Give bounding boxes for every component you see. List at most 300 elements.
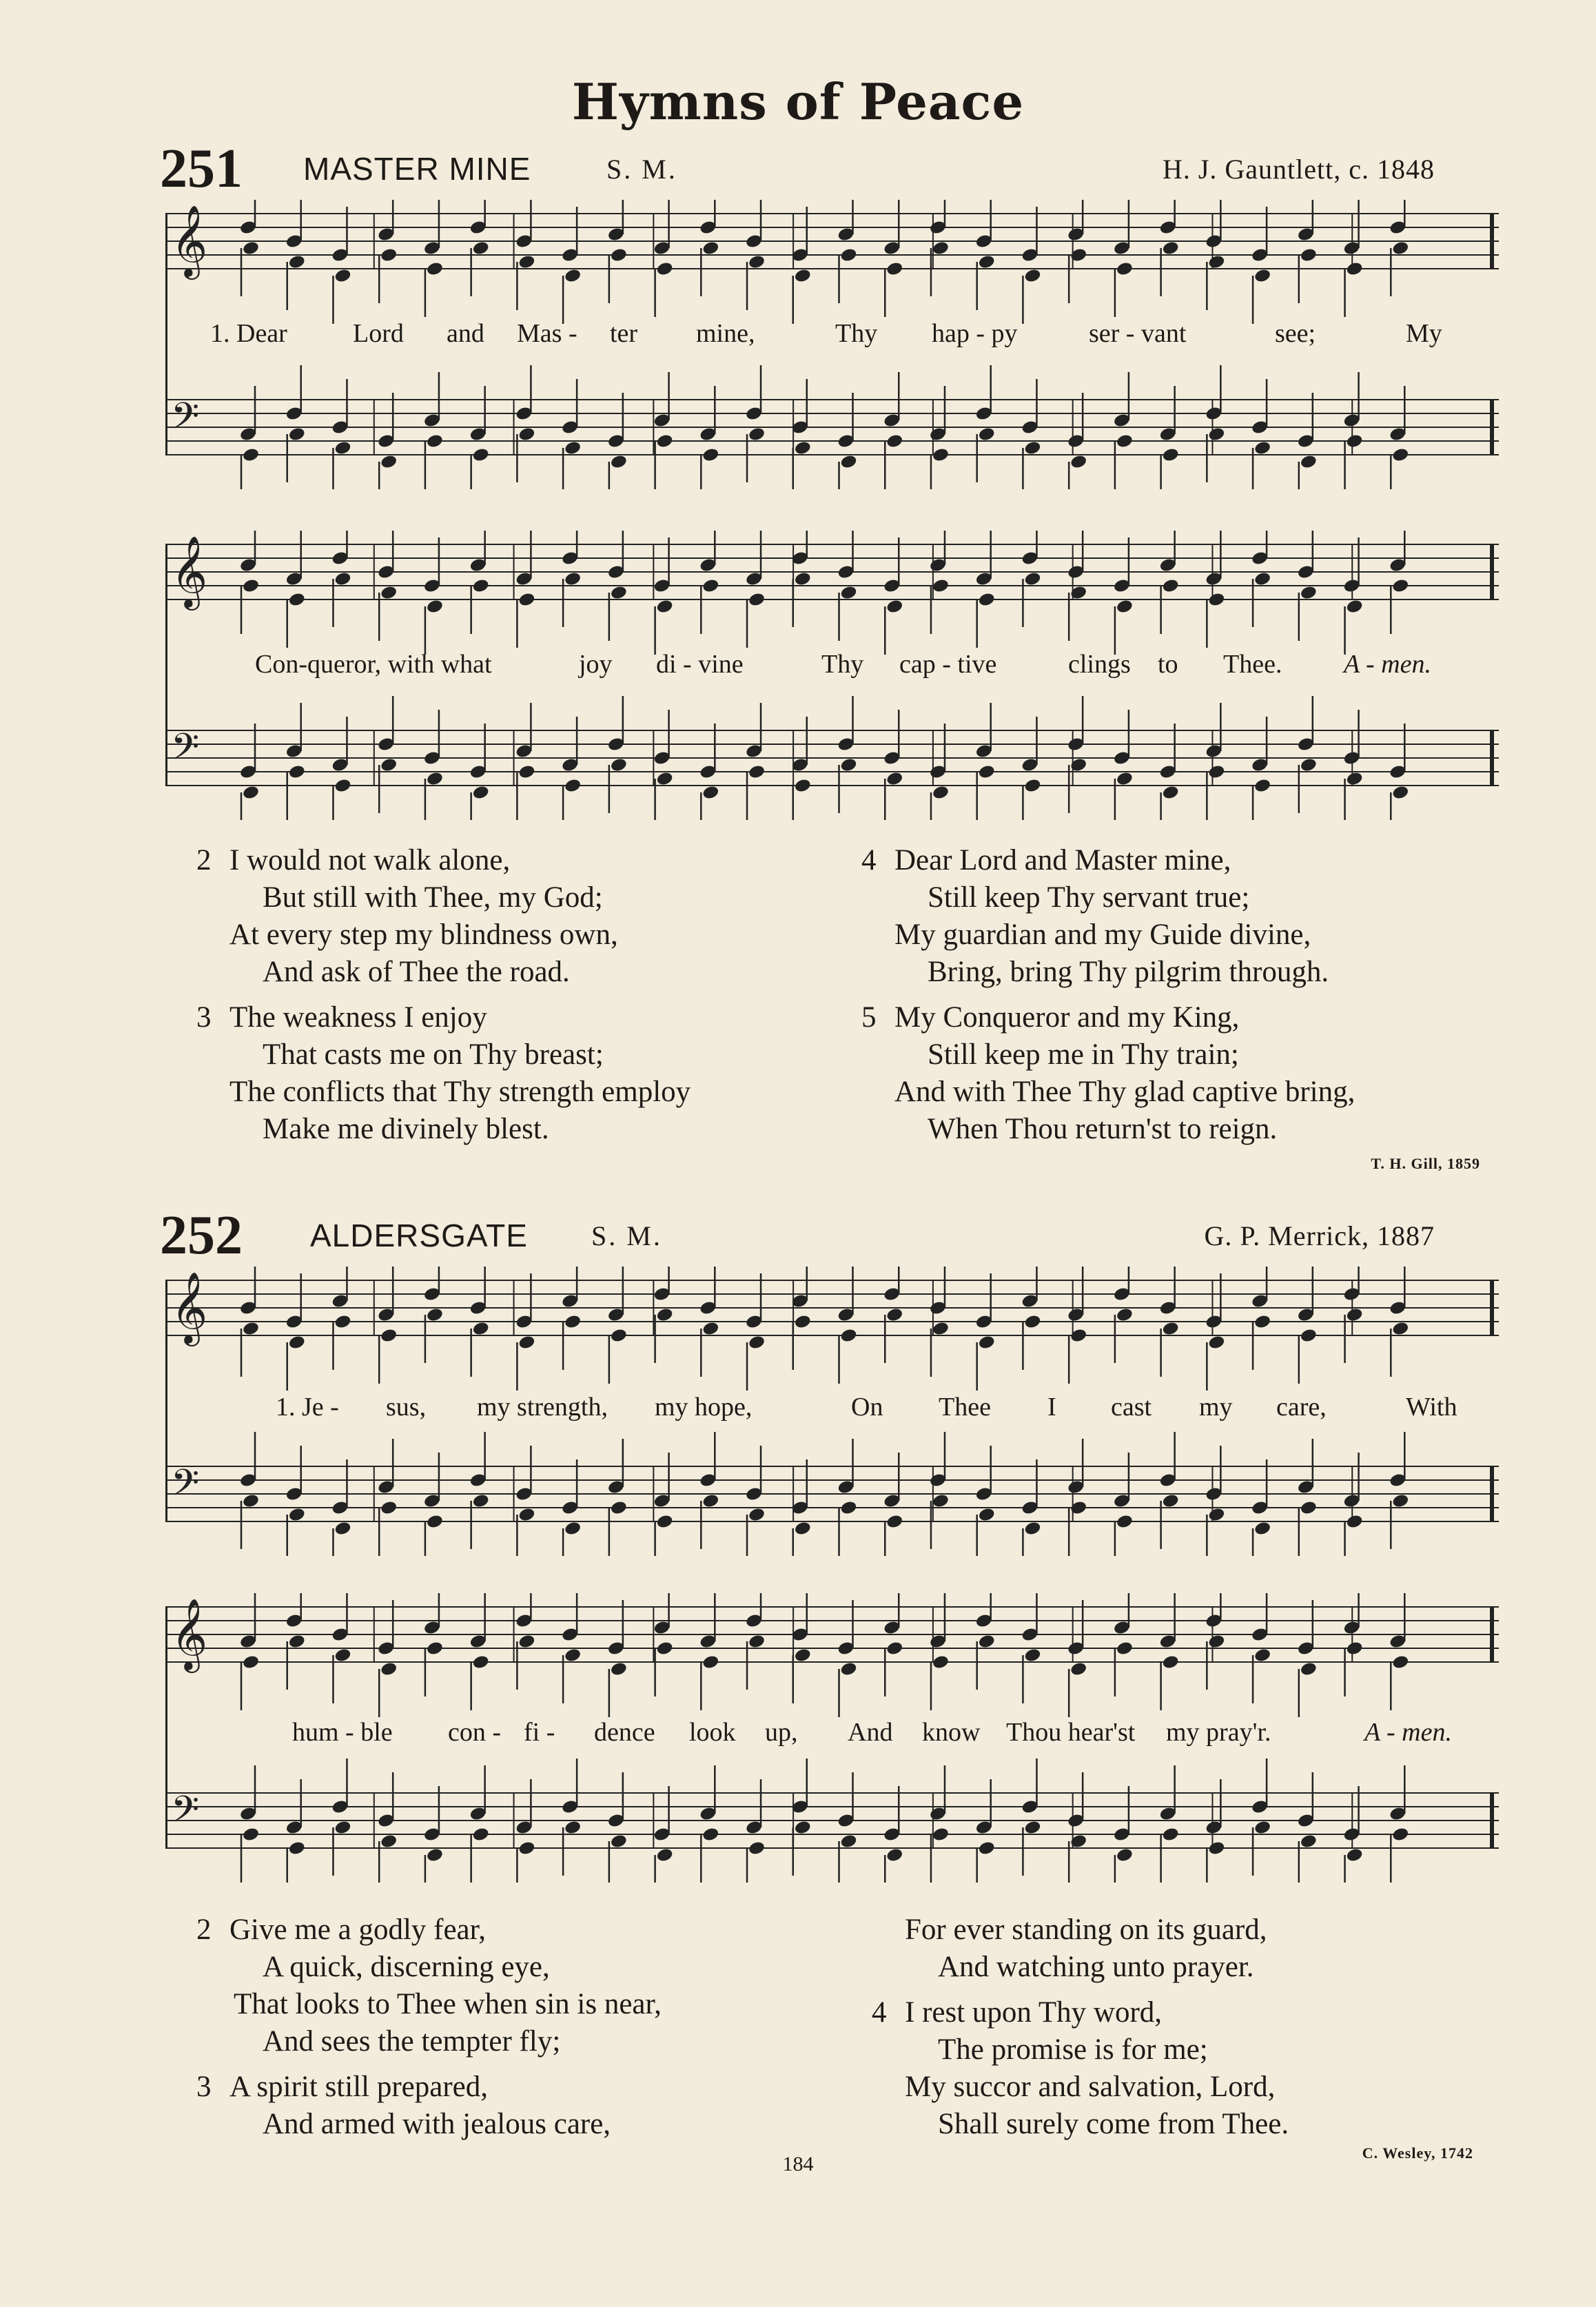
note-head [978, 1841, 996, 1856]
note-head [1345, 261, 1363, 277]
note-head [978, 764, 996, 780]
verse-line: Still keep Thy servant true; [928, 881, 1250, 914]
note-head [334, 1521, 351, 1537]
music-system-252-1 [165, 1267, 1499, 1556]
note-head [886, 1641, 903, 1657]
note-head [472, 1827, 490, 1843]
verses-252-left [196, 1911, 662, 2151]
lyric-syllable: On [851, 1393, 883, 1422]
note-head [1254, 268, 1271, 284]
note-head [518, 1634, 535, 1650]
note-head [426, 1514, 444, 1530]
note-head [610, 1661, 628, 1677]
note-head [1162, 1493, 1180, 1509]
note-head [1162, 447, 1180, 463]
note-head [1345, 1307, 1363, 1323]
note-head [1116, 1847, 1134, 1863]
note-head [978, 254, 996, 270]
note-head [426, 1307, 444, 1323]
note-head [380, 247, 398, 263]
verse-line: I would not walk alone, [229, 844, 511, 876]
note-head [426, 1847, 444, 1863]
note-head [610, 585, 628, 601]
bass-clef-icon: 𝄢 [171, 1789, 200, 1840]
note-head [702, 1321, 719, 1337]
note-head [1254, 1648, 1271, 1663]
note-head [610, 1500, 628, 1516]
verse [861, 842, 1355, 991]
note-head [472, 785, 490, 801]
lyric-syllable: con - [448, 1718, 502, 1747]
treble-clef-icon: 𝄞 [171, 535, 208, 608]
music-system-251-2 [165, 531, 1499, 820]
note-head [518, 427, 535, 442]
lyric-syllable: hum - ble [292, 1718, 393, 1747]
composer: H. J. Gauntlett, c. 1848 [1162, 154, 1435, 185]
note-head [610, 454, 628, 470]
verses-251-left [196, 842, 690, 1156]
note-head [978, 1507, 996, 1523]
lyric-syllable: Lord [353, 319, 404, 348]
note-head [242, 1321, 260, 1337]
note-head [886, 599, 903, 615]
verse-line: And sees the tempter fly; [263, 2025, 561, 2058]
note-head [1162, 785, 1180, 801]
note-head [472, 1654, 490, 1670]
note-head [794, 1820, 812, 1836]
verse [872, 1994, 1289, 2143]
note-head [564, 1820, 582, 1836]
lyric-syllable: And [848, 1718, 893, 1747]
lyric-syllable: Thee [939, 1393, 991, 1422]
note-head [288, 592, 306, 608]
note-head [748, 1507, 766, 1523]
note-head [748, 254, 766, 270]
lyric-syllable: cast [1111, 1393, 1152, 1422]
lyric-syllable: Con-queror, with what [255, 650, 492, 679]
note-head [839, 247, 857, 263]
note-head [380, 585, 398, 601]
lyric-syllable: sus, [386, 1393, 427, 1422]
note-head [380, 1500, 398, 1516]
note-head [1207, 1335, 1225, 1351]
page-title: Hymns of Peace [571, 72, 1025, 131]
note-head [794, 778, 812, 794]
note-head [1207, 764, 1225, 780]
note-head [748, 1634, 766, 1650]
treble-clef-icon: 𝄞 [171, 205, 208, 277]
note-head [748, 1841, 766, 1856]
note-head [1116, 1307, 1134, 1323]
lyrics-verse1-line2 [165, 649, 1499, 684]
verse-line: Give me a godly fear, [229, 1914, 486, 1946]
lyric-syllable: dence [594, 1718, 655, 1747]
note-head [472, 578, 490, 594]
note-head [564, 778, 582, 794]
lyric-syllable: mine, [696, 319, 755, 348]
note-head [1162, 240, 1180, 256]
note-head [839, 757, 857, 773]
note-head [886, 433, 903, 449]
note-head [334, 571, 351, 587]
note-head [610, 247, 628, 263]
note-head [380, 1834, 398, 1849]
note-head [794, 268, 812, 284]
note-head [1023, 1820, 1041, 1836]
lyric-syllable: Mas - [517, 319, 577, 348]
music-system-252-2 [165, 1593, 1499, 1883]
lyric-syllable: 1. Je - [276, 1393, 339, 1422]
verse-line: Dear Lord and Master mine, [894, 844, 1231, 876]
lyric-syllable: With [1406, 1393, 1457, 1422]
note-head [242, 240, 260, 256]
tune-name: MASTER MINE [303, 151, 531, 187]
note-head [1300, 1834, 1318, 1849]
note-head [1116, 599, 1134, 615]
verse-line: When Thou return'st to reign. [928, 1113, 1278, 1145]
note-head [1254, 1820, 1271, 1836]
tune-name: ALDERSGATE [310, 1218, 528, 1253]
note-head [932, 1827, 950, 1843]
note-head [1300, 585, 1318, 601]
lyric-syllable: my hope, [655, 1393, 753, 1422]
note-head [702, 1654, 719, 1670]
page-number: 184 [782, 2153, 814, 2175]
note-head [839, 1500, 857, 1516]
composer: G. P. Merrick, 1887 [1204, 1220, 1435, 1251]
note-head [886, 1514, 903, 1530]
note-head [1023, 1314, 1041, 1330]
lyric-syllable: Thou hear'st [1006, 1718, 1136, 1747]
note-head [426, 771, 444, 787]
note-head [932, 1654, 950, 1670]
note-head [978, 592, 996, 608]
lyric-syllable: I [1047, 1393, 1056, 1422]
note-head [518, 764, 535, 780]
lyric-syllable: Thee. [1223, 650, 1282, 679]
note-head [1162, 578, 1180, 594]
lyric-syllable: A - men. [1364, 1718, 1452, 1747]
lyric-syllable: Thy [821, 650, 864, 679]
hymn-number: 252 [160, 1205, 243, 1266]
verse-line: Make me divinely blest. [263, 1113, 549, 1145]
note-head [1300, 1500, 1318, 1516]
lyric-syllable: my strength, [477, 1393, 608, 1422]
note-head [380, 1661, 398, 1677]
verses-251-right [861, 842, 1355, 1156]
note-head [839, 585, 857, 601]
note-head [1391, 1493, 1409, 1509]
lyric-syllable: di - vine [656, 650, 744, 679]
note-head [702, 447, 719, 463]
note-head [242, 447, 260, 463]
note-head [288, 1841, 306, 1856]
note-head [794, 440, 812, 456]
note-head [1207, 1507, 1225, 1523]
verse-line: The weakness I enjoy [229, 1001, 487, 1034]
note-head [1116, 433, 1134, 449]
note-head [380, 757, 398, 773]
note-head [610, 1834, 628, 1849]
note-head [288, 1507, 306, 1523]
note-head [564, 1521, 582, 1537]
note-head [1116, 1641, 1134, 1657]
note-head [839, 1834, 857, 1849]
note-head [518, 254, 535, 270]
note-head [932, 1493, 950, 1509]
note-head [334, 1820, 351, 1836]
note-head [1391, 578, 1409, 594]
lyric-syllable: clings [1068, 650, 1131, 679]
note-head [472, 240, 490, 256]
verse [196, 842, 690, 991]
note-head [518, 1507, 535, 1523]
note-head [886, 771, 903, 787]
treble-clef-icon: 𝄞 [171, 1598, 208, 1670]
note-head [288, 254, 306, 270]
note-head [242, 1827, 260, 1843]
note-head [610, 1328, 628, 1344]
note-head [794, 1314, 812, 1330]
lyric-syllable: 1. Dear [210, 319, 287, 348]
lyric-syllable: hap - py [932, 319, 1018, 348]
note-head [1207, 1841, 1225, 1856]
note-head [472, 1493, 490, 1509]
verse-line: My Conqueror and my King, [894, 1001, 1240, 1034]
note-head [794, 1521, 812, 1537]
note-head [518, 1335, 535, 1351]
note-head [1254, 440, 1271, 456]
note-head [426, 433, 444, 449]
note-head [242, 785, 260, 801]
verse-number: 4 [872, 1996, 887, 2029]
note-head [1391, 1654, 1409, 1670]
note-head [564, 571, 582, 587]
lyric-syllable: my [1199, 1393, 1233, 1422]
lyric-syllable: ter [610, 319, 638, 348]
note-head [702, 1827, 719, 1843]
verse-number: 2 [196, 844, 212, 876]
note-head [1254, 778, 1271, 794]
verse-line: But still with Thee, my God; [263, 881, 603, 914]
music-system-251-1 [165, 200, 1499, 489]
note-head [426, 261, 444, 277]
lyric-syllable: care, [1276, 1393, 1327, 1422]
note-head [1116, 1514, 1134, 1530]
note-head [656, 1307, 674, 1323]
bass-clef-icon: 𝄢 [171, 1462, 200, 1513]
verse [196, 2069, 662, 2143]
note-head [1345, 771, 1363, 787]
note-head [839, 454, 857, 470]
note-head [1300, 454, 1318, 470]
verse-line: And with Thee Thy glad captive bring, [894, 1076, 1355, 1108]
note-head [702, 240, 719, 256]
note-head [748, 1335, 766, 1351]
verse-line: A quick, discerning eye, [263, 1951, 550, 1983]
note-head [288, 1335, 306, 1351]
verse-line: For ever standing on its guard, [905, 1914, 1267, 1946]
lyric-syllable: fi - [524, 1718, 555, 1747]
note-head [1391, 1827, 1409, 1843]
verse [861, 999, 1355, 1148]
note-head [656, 599, 674, 615]
note-head [242, 1493, 260, 1509]
verse-line: And armed with jealous care, [263, 2108, 611, 2140]
verse [196, 1911, 662, 2060]
note-head [1207, 592, 1225, 608]
note-head [886, 1847, 903, 1863]
note-head [932, 578, 950, 594]
verse-number: 2 [196, 1914, 212, 1946]
note-head [1300, 1661, 1318, 1677]
verse-line: And ask of Thee the road. [263, 956, 570, 988]
note-head [426, 1641, 444, 1657]
note-head [1023, 778, 1041, 794]
lyric-syllable: My [1406, 319, 1442, 348]
verse-number: 3 [196, 1001, 212, 1034]
note-head [334, 268, 351, 284]
note-head [1345, 1514, 1363, 1530]
note-head [1254, 1521, 1271, 1537]
lyric-syllable: to [1158, 650, 1178, 679]
note-head [886, 261, 903, 277]
note-head [702, 785, 719, 801]
note-head [1116, 771, 1134, 787]
verse-line: My succor and salvation, Lord, [905, 2071, 1276, 2103]
note-head [839, 1661, 857, 1677]
lyric-syllable: A - men. [1344, 650, 1431, 679]
note-head [748, 427, 766, 442]
lyric-syllable: up, [765, 1718, 798, 1747]
verse-line: That looks to Thee when sin is near, [234, 1988, 662, 2020]
note-head [656, 1847, 674, 1863]
note-head [1116, 261, 1134, 277]
note-head [380, 1328, 398, 1344]
note-head [702, 1493, 719, 1509]
lyric-syllable: ser - vant [1089, 319, 1187, 348]
note-head [748, 592, 766, 608]
note-head [472, 1321, 490, 1337]
note-head [1207, 254, 1225, 270]
verse-line: I rest upon Thy word, [905, 1996, 1163, 2029]
lyrics-verse1-line2 [165, 1717, 1499, 1752]
note-head [288, 1634, 306, 1650]
lyric-syllable: and [447, 319, 484, 348]
note-head [1070, 1661, 1087, 1677]
note-head [334, 1648, 351, 1663]
note-head [518, 592, 535, 608]
verse-continued [872, 1911, 1289, 1986]
text-author: T. H. Gill, 1859 [1371, 1155, 1480, 1172]
note-head [656, 261, 674, 277]
note-head [978, 1634, 996, 1650]
verse-line: Still keep me in Thy train; [928, 1038, 1239, 1071]
note-head [1300, 1328, 1318, 1344]
note-head [380, 454, 398, 470]
note-head [1207, 427, 1225, 442]
note-head [1162, 1654, 1180, 1670]
bass-clef-icon: 𝄢 [171, 726, 200, 777]
note-head [748, 764, 766, 780]
note-head [1391, 785, 1409, 801]
note-head [1345, 599, 1363, 615]
note-head [656, 433, 674, 449]
verse [196, 999, 690, 1148]
lyric-syllable: Thy [835, 319, 878, 348]
note-head [564, 440, 582, 456]
note-head [564, 1648, 582, 1663]
text-author: C. Wesley, 1742 [1362, 2144, 1473, 2162]
verse-line: Shall surely come from Thee. [938, 2108, 1289, 2140]
note-head [1023, 440, 1041, 456]
note-head [1023, 1521, 1041, 1537]
note-head [1391, 1321, 1409, 1337]
note-head [932, 1321, 950, 1337]
note-head [334, 778, 351, 794]
verse-line: The conflicts that Thy strength employ [229, 1076, 691, 1108]
lyric-syllable: joy [579, 650, 613, 679]
hymn-number: 251 [160, 139, 243, 199]
note-head [1023, 1648, 1041, 1663]
note-head [1345, 1847, 1363, 1863]
note-head [426, 599, 444, 615]
note-head [1162, 1321, 1180, 1337]
lyrics-verse1-line1 [165, 318, 1499, 353]
note-head [518, 1841, 535, 1856]
note-head [472, 447, 490, 463]
note-head [288, 427, 306, 442]
note-head [978, 427, 996, 442]
note-head [1345, 433, 1363, 449]
note-head [1391, 447, 1409, 463]
verse-line: At every step my blindness own, [229, 919, 618, 951]
note-head [932, 785, 950, 801]
note-head [334, 1314, 351, 1330]
lyric-syllable: cap - tive [899, 650, 997, 679]
verse-line: And watching unto prayer. [938, 1951, 1254, 1983]
note-head [1207, 1634, 1225, 1650]
note-head [1391, 240, 1409, 256]
verse-number: 3 [196, 2071, 212, 2103]
verse-line: The promise is for me; [938, 2033, 1208, 2066]
note-head [656, 771, 674, 787]
note-head [794, 571, 812, 587]
note-head [242, 1654, 260, 1670]
lyric-syllable: my pray'r. [1166, 1718, 1271, 1747]
lyric-syllable: see; [1275, 319, 1316, 348]
treble-clef-icon: 𝄞 [171, 1271, 208, 1344]
verse-number: 4 [861, 844, 877, 876]
note-head [1345, 1641, 1363, 1657]
note-head [932, 447, 950, 463]
note-head [610, 757, 628, 773]
verse-line: Bring, bring Thy pilgrim through. [928, 956, 1329, 988]
verse-line: A spirit still prepared, [229, 2071, 488, 2103]
verses-252-right [872, 1911, 1289, 2151]
lyrics-verse1-line1 [165, 1392, 1499, 1426]
note-head [839, 1328, 857, 1344]
note-head [1254, 571, 1271, 587]
verse-number: 5 [861, 1001, 877, 1034]
note-head [702, 578, 719, 594]
note-head [334, 440, 351, 456]
verse-line: My guardian and my Guide divine, [894, 919, 1311, 951]
note-head [656, 1641, 674, 1657]
meter: S. M. [606, 154, 677, 185]
meter: S. M. [591, 1220, 662, 1251]
lyric-syllable: look [689, 1718, 736, 1747]
